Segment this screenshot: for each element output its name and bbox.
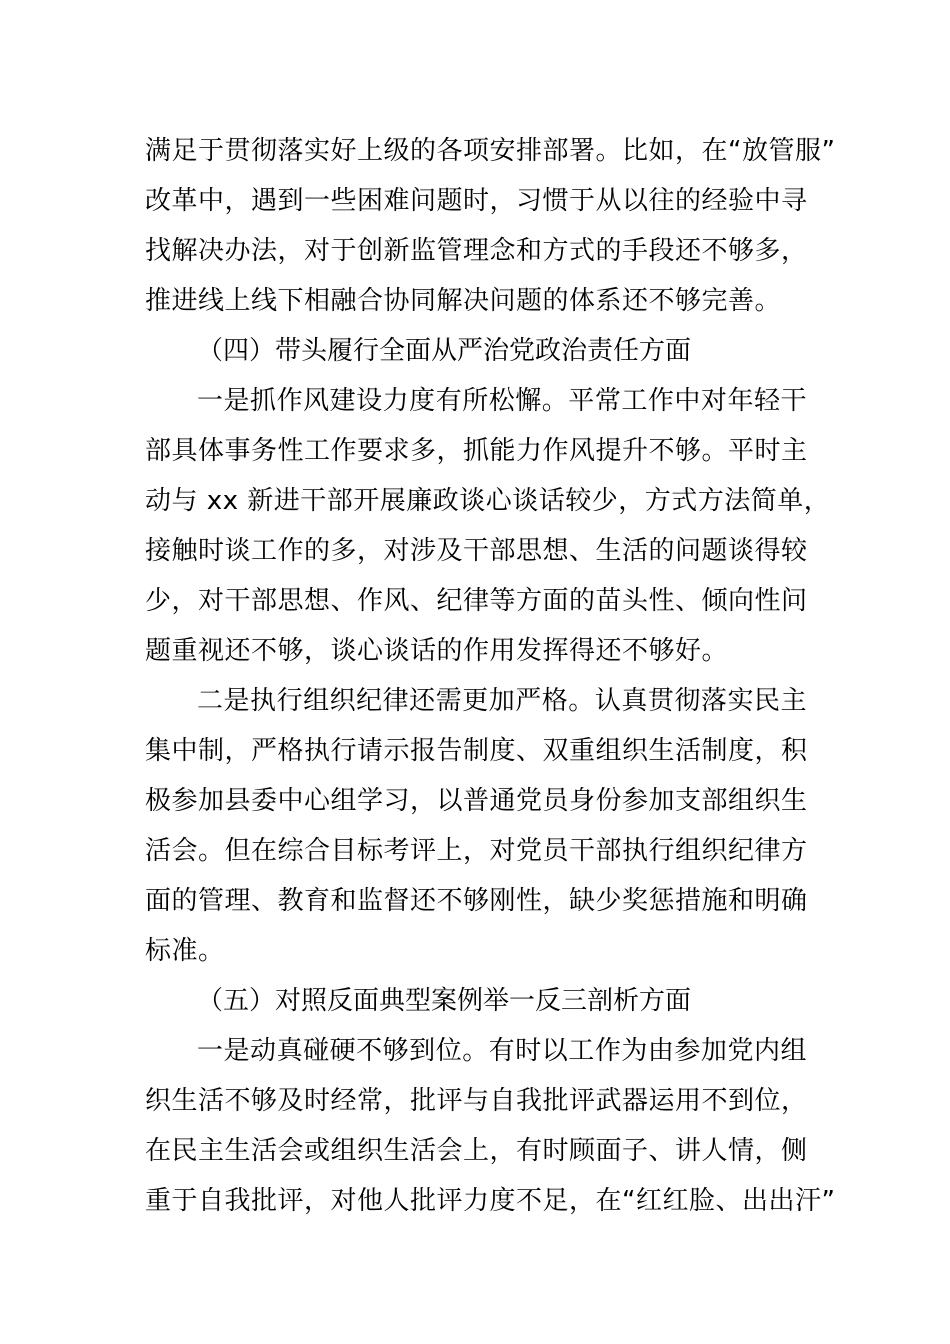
- text-line: 改革中，遇到一些困难问题时，习惯于从以往的经验中寻: [145, 186, 808, 216]
- section-heading-4: （四）带头履行全面从严治党政治责任方面: [197, 336, 692, 366]
- text-line: 极参加县委中心组学习，以普通党员身份参加支部组织生: [145, 786, 808, 816]
- text-line: 动与 xx 新进干部开展廉政谈心谈话较少，方式方法简单，: [145, 486, 831, 516]
- text-line: 集中制，严格执行请示报告制度、双重组织生活制度，积: [145, 736, 808, 766]
- text-line: 在民主生活会或组织生活会上，有时顾面子、讲人情，侧: [145, 1136, 808, 1166]
- text-line: 一是动真碰硬不够到位。有时以工作为由参加党内组: [197, 1036, 807, 1066]
- text-line: 织生活不够及时经常，批评与自我批评武器运用不到位，: [145, 1086, 808, 1116]
- text-line: 接触时谈工作的多，对涉及干部思想、生活的问题谈得较: [145, 536, 808, 566]
- text-line: 一是抓作风建设力度有所松懈。平常工作中对年轻干: [197, 386, 807, 416]
- text-line: 少，对干部思想、作风、纪律等方面的苗头性、倾向性问: [145, 586, 808, 616]
- text-line: 活会。但在综合目标考评上，对党员干部执行组织纪律方: [145, 836, 808, 866]
- text-line: 找解决办法，对于创新监管理念和方式的手段还不够多，: [145, 236, 808, 266]
- text-line: 标准。: [145, 936, 225, 966]
- text-line: 重于自我批评，对他人批评力度不足，在“红红脸、出出汗”: [145, 1186, 836, 1216]
- text-line: 部具体事务性工作要求多，抓能力作风提升不够。平时主: [145, 436, 808, 466]
- text-line: 推进线上线下相融合协同解决问题的体系还不够完善。: [145, 286, 782, 316]
- text-line: 满足于贯彻落实好上级的各项安排部署。比如，在“放管服”: [145, 136, 836, 166]
- text-line: 面的管理、教育和监督还不够刚性，缺少奖惩措施和明确: [145, 886, 808, 916]
- section-heading-5: （五）对照反面典型案例举一反三剖析方面: [197, 986, 692, 1016]
- text-line: 题重视还不够，谈心谈话的作用发挥得还不够好。: [145, 636, 729, 666]
- text-line: 二是执行组织纪律还需更加严格。认真贯彻落实民主: [197, 686, 807, 716]
